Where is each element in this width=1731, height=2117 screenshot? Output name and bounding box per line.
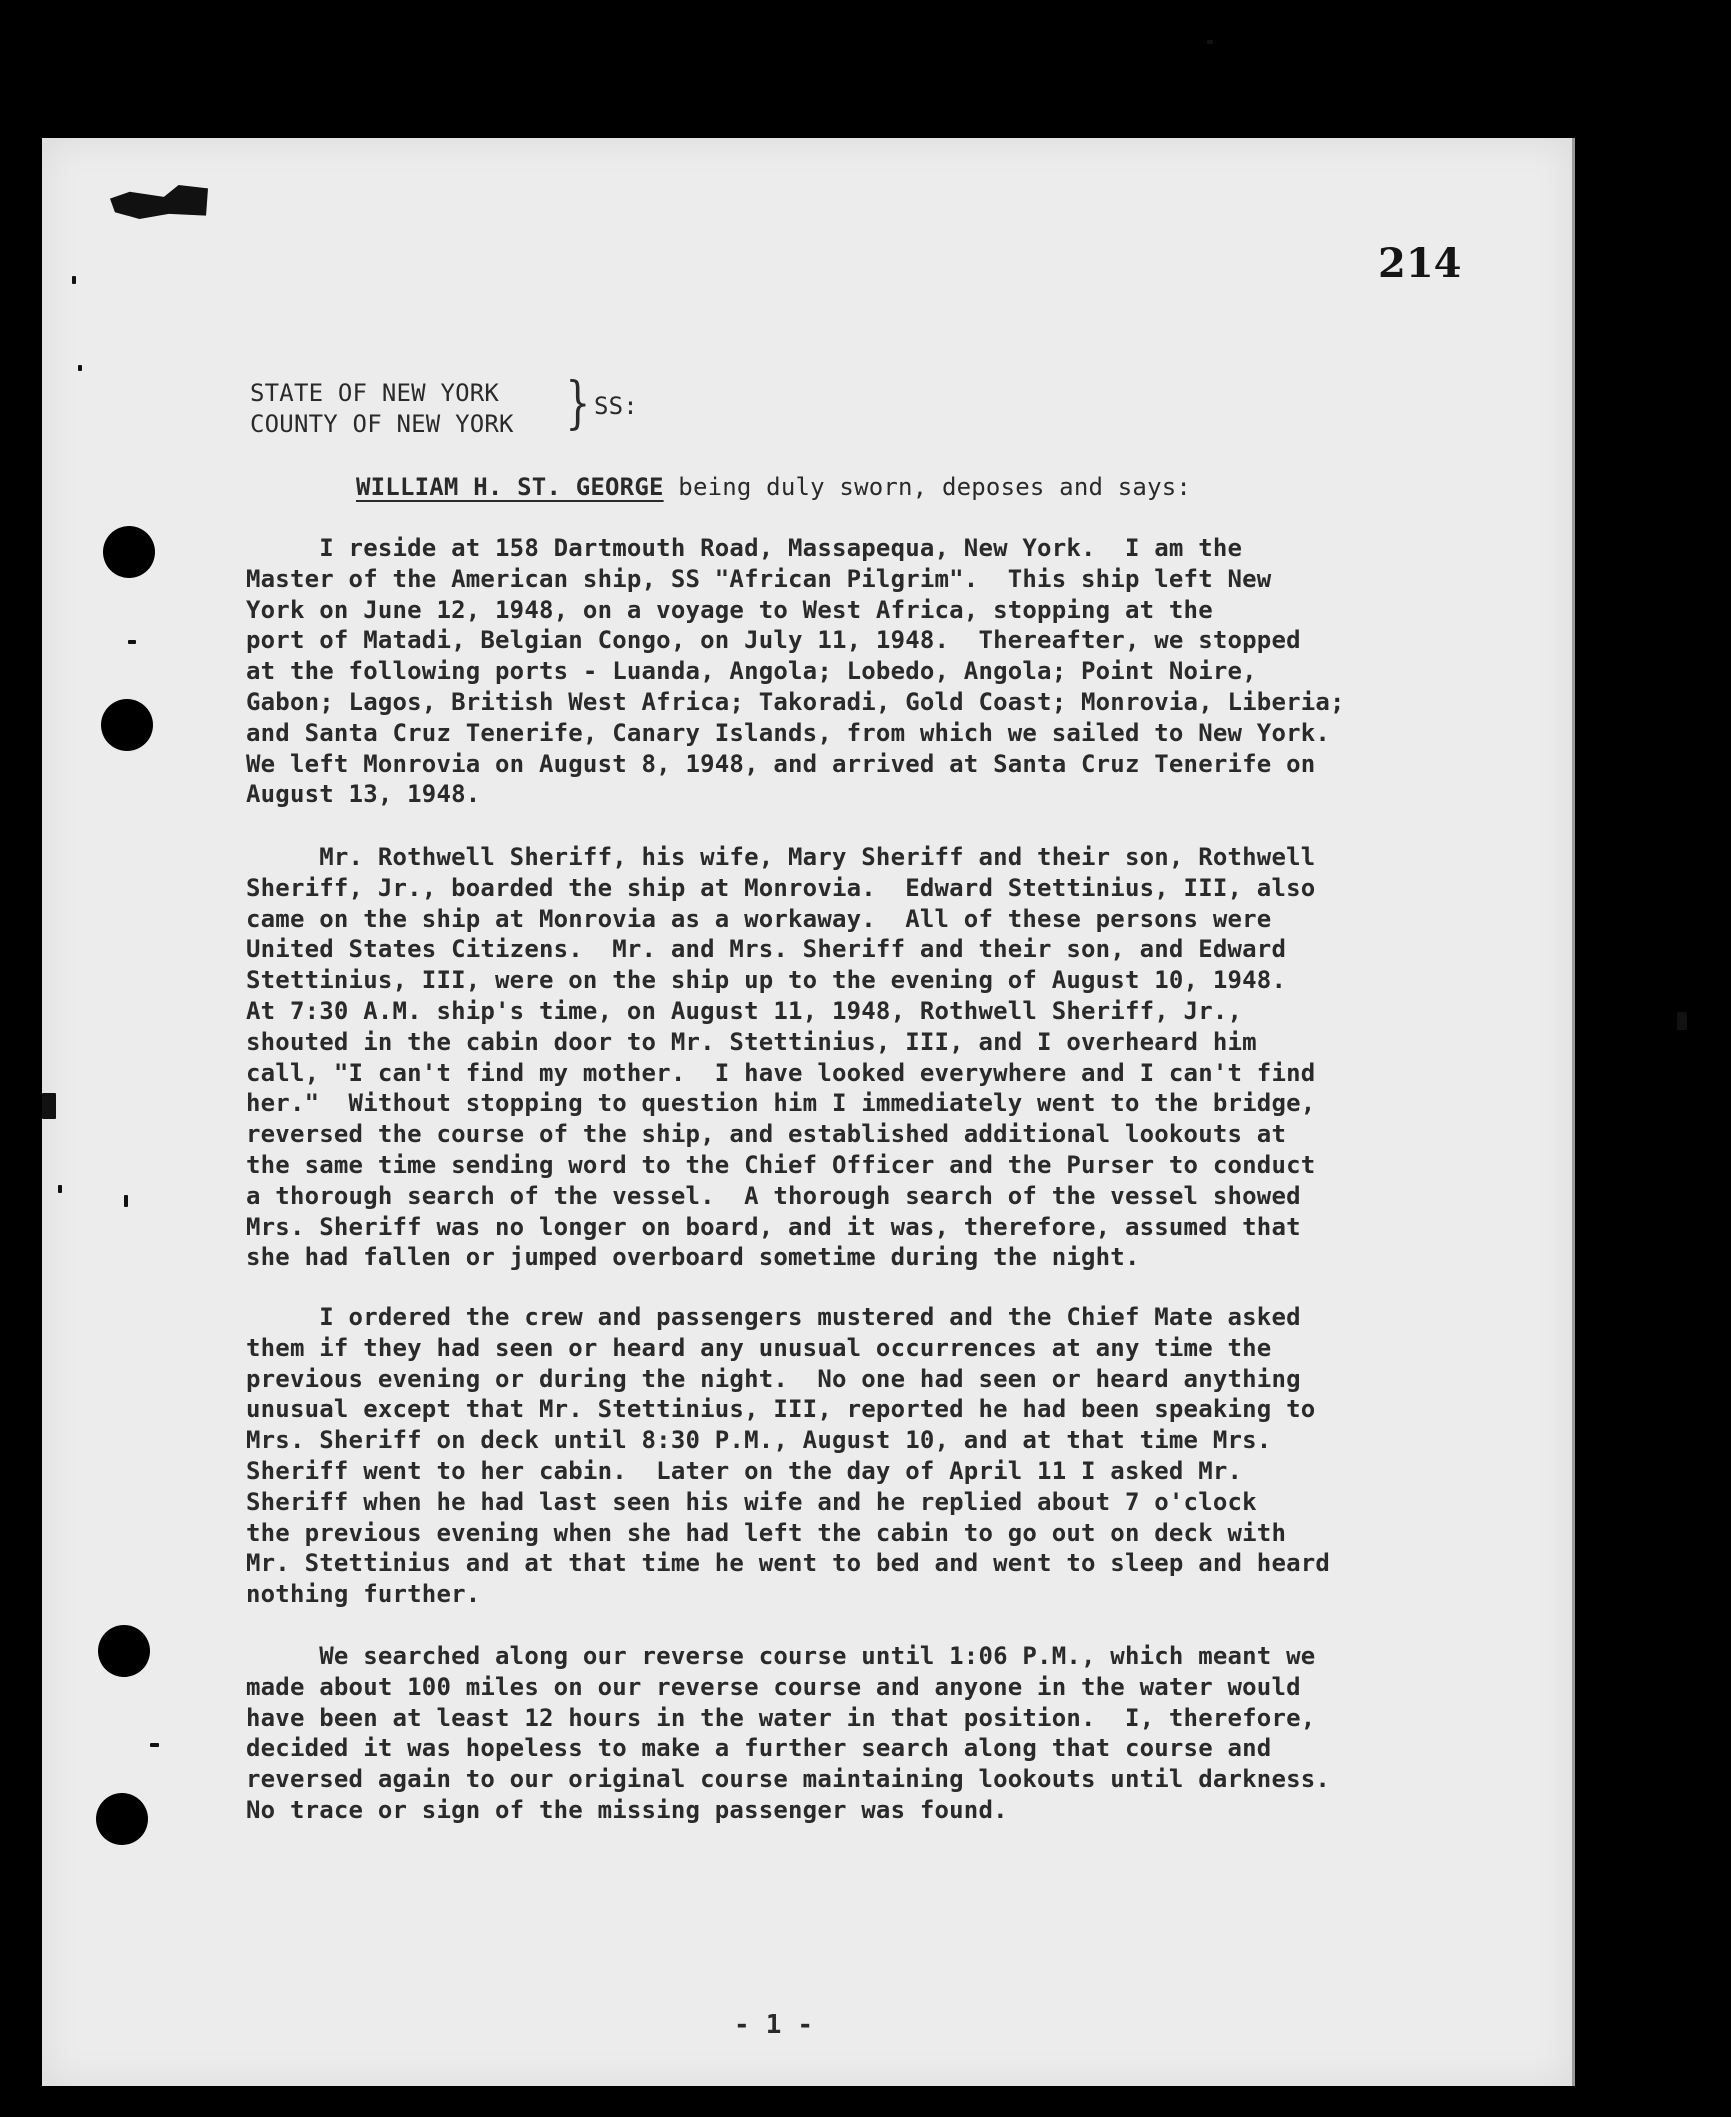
paragraph-search: We searched along our reverse course until 1:06 P.M., which meant we made about 100 miles on our reverse course and anyone in the water would have been at least 12 hours in the water in that position. I, therefore, decided it was hopeless to make a further search along that course and reversed again to our original course maintaining lookouts until darkness. No trace or sign of the missing passenger was found. [246, 1642, 1331, 1824]
punch-hole [103, 526, 155, 578]
ink-speck [58, 1185, 62, 1193]
ink-speck [1207, 40, 1213, 44]
paragraph-residence-voyage: I reside at 158 Dartmouth Road, Massapequa, New York. I am the Master of the American ship, SS "African Pilgrim". This ship left New York on June 12, 1948, on a voyage to West Africa, stopping at the port of Matadi, Belgian Congo, on July 11, 1948. Thereafter, we stopped at the following ports - Luanda, Angola; Lobedo, Angola; Point Noire, Gabon; Lagos, British West Africa; Takoradi, Gold Coast; Monrovia, Liberia; and Santa Cruz Tenerife, Canary Islands, from which we sailed to New York. We left Monrovia on August 8, 1948, and arrived at Santa Cruz Tenerife on August 13, 1948. [246, 534, 1345, 809]
ink-speck [150, 1743, 159, 1747]
deponent-statement [356, 473, 1191, 501]
ink-speck [124, 1195, 128, 1207]
venue-state: STATE OF NEW YORK [250, 379, 500, 407]
footer-page-number: - 1 - [734, 2010, 814, 2040]
ink-speck [72, 276, 76, 284]
page-stamp-number: 214 [1378, 240, 1462, 287]
paragraph-muster-inquiry: I ordered the crew and passengers mustered and the Chief Mate asked them if they had seen or heard any unusual occurrences at any time the previous evening or during the night. No one had seen or heard anything unusual except that Mr. Stettinius, III, reported he had been speaking to Mrs. Sheriff on deck until 8:30 P.M., August 10, and at that time Mrs. Sheriff went to her cabin. Later on the day of April 11 I asked Mr. Sheriff when he had last seen his wife and he replied about 7 o'clock the previous evening when she had left the cabin to go out on deck with Mr. Stettinius and at that time he went to bed and went to sleep and heard nothing further. [246, 1303, 1331, 1609]
venue-block [250, 378, 514, 440]
sheet-edge-shadow [1572, 138, 1575, 2086]
ink-speck [42, 1093, 56, 1119]
ink-speck [78, 365, 82, 371]
punch-hole [96, 1793, 148, 1845]
venue-county: COUNTY OF NEW YORK [250, 410, 514, 438]
paragraph-passengers-incident: Mr. Rothwell Sheriff, his wife, Mary Sheriff and their son, Rothwell Sheriff, Jr., boarded the ship at Monrovia. Edward Stettinius, III, also came on the ship at Monrovia as a workaway. All of these persons were United States Citizens. Mr. and Mrs. Sheriff and their son, and Edward Stettinius, III, were on the ship up to the evening of August 10, 1948. At 7:30 A.M. ship's time, on August 11, 1948, Rothwell Sheriff, Jr., shouted in the cabin door to Mr. Stettinius, III, and I overheard him call, "I can't find my mother. I have looked everywhere and I can't find her." Without stopping to question him I immediately went to the bridge, reversed the course of the ship, and established additional lookouts at the same time sending word to the Chief Officer and the Purser to conduct a thorough search of the vessel. A thorough search of the vessel showed Mrs. Sheriff was no longer on board, and it was, therefore, assumed that she had fallen or jumped overboard sometime during the night. [246, 843, 1316, 1272]
ink-speck [128, 640, 136, 644]
venue-ss: SS: [594, 392, 638, 420]
venue-brace: } [565, 371, 591, 436]
ink-speck [1677, 1012, 1687, 1030]
deponent-oath: being duly sworn, deposes and says: [663, 473, 1192, 501]
punch-hole [101, 699, 153, 751]
deponent-name: WILLIAM H. ST. GEORGE [356, 473, 664, 501]
punch-hole [98, 1625, 150, 1677]
